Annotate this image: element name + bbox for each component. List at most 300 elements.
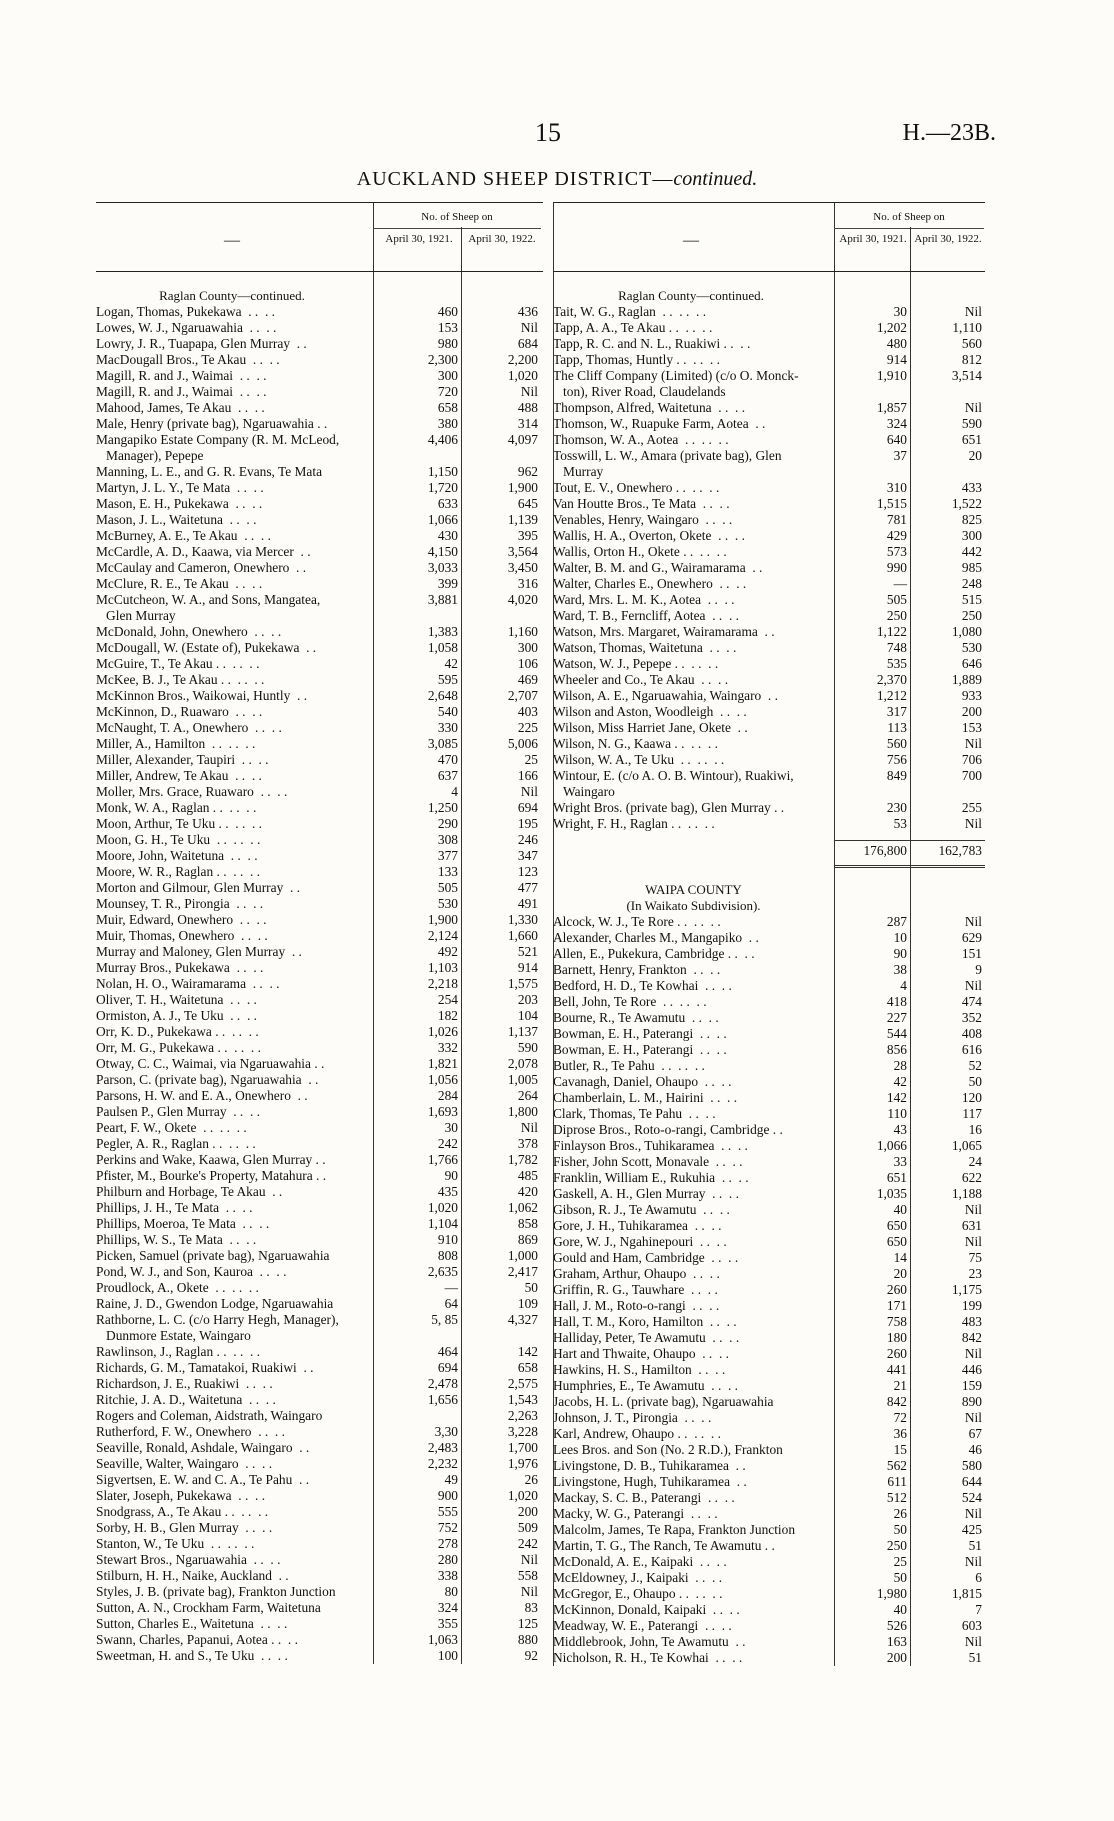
table-row: [96, 1008, 543, 1024]
count-1921: 914: [886, 352, 907, 367]
count-1922: 75: [968, 1250, 982, 1265]
count-1922: 4,327: [507, 1312, 538, 1327]
count-1922: 153: [961, 720, 982, 735]
count-1922: Nil: [520, 1552, 538, 1567]
entry-name: Phillips, Moeroa, Te Mata . . . .: [96, 1216, 270, 1231]
table-row: [553, 512, 985, 528]
page-heading: [0, 168, 1114, 191]
count-1921: 1,035: [876, 1186, 907, 1201]
count-1921: 535: [886, 656, 907, 671]
count-1922: 2,263: [507, 1408, 538, 1423]
count-1922: 485: [517, 1168, 538, 1183]
entry-name: Gibson, R. J., Te Awamutu . . . .: [553, 1202, 730, 1217]
table-row: [553, 1218, 985, 1234]
count-1921: 611: [887, 1474, 907, 1489]
count-1921: 324: [437, 1600, 458, 1615]
table-row: [96, 1536, 543, 1552]
entry-name: McCardle, A. D., Kaawa, via Mercer . .: [96, 544, 311, 559]
entry-name: Slater, Joseph, Pukekawa . . . .: [96, 1488, 266, 1503]
entry-name: Richardson, J. E., Ruakiwi . . . .: [96, 1376, 273, 1391]
entry-name: Tait, W. G., Raglan . . . . . .: [553, 304, 707, 319]
entry-name: Stilburn, H. H., Naike, Auckland . .: [96, 1568, 289, 1583]
entry-name: Barnett, Henry, Frankton . . . .: [553, 962, 721, 977]
table-row: [553, 1170, 985, 1186]
entry-name: Mounsey, T. R., Pirongia . . . .: [96, 896, 264, 911]
count-1922: 123: [517, 864, 538, 879]
count-1921: 756: [886, 752, 907, 767]
entry-name: Diprose Bros., Roto-o-rangi, Cambridge . .: [553, 1122, 783, 1137]
count-1922: 1,005: [507, 1072, 538, 1087]
table-row: [96, 464, 543, 480]
count-1922: 560: [961, 336, 982, 351]
table-row: [96, 432, 543, 464]
count-1922: 629: [961, 930, 982, 945]
count-1922: Nil: [964, 978, 982, 993]
count-1921: —: [893, 576, 907, 591]
count-1922: Nil: [520, 384, 538, 399]
count-1921: 180: [886, 1330, 907, 1345]
entry-name: Livingstone, D. B., Tuhikaramea . .: [553, 1458, 746, 1473]
count-1921: 2,232: [427, 1456, 458, 1471]
count-1922: 151: [961, 946, 982, 961]
count-1921: 1,066: [876, 1138, 907, 1153]
entry-name: Clark, Thomas, Te Pahu . . . .: [553, 1106, 716, 1121]
table-row: [96, 560, 543, 576]
header-1921: April 30, 1921.: [839, 233, 907, 245]
count-1921: 480: [886, 336, 907, 351]
table-row: [96, 304, 543, 320]
table-row: [553, 672, 985, 688]
entry-name: Lowry, J. R., Tuapapa, Glen Murray . .: [96, 336, 307, 351]
count-1922: Nil: [964, 400, 982, 415]
entry-name: Jacobs, H. L. (private bag), Ngaruawahia: [553, 1394, 774, 1409]
count-1921: 650: [886, 1234, 907, 1249]
count-1921: 429: [886, 528, 907, 543]
section-subheading: (In Waikato Subdivision).: [626, 898, 761, 913]
entry-name: Bedford, H. D., Te Kowhai . . . .: [553, 978, 732, 993]
count-1922: 524: [961, 1490, 982, 1505]
count-1921: 230: [886, 800, 907, 815]
table-row: [96, 1648, 543, 1664]
total-1921: 176,800: [863, 843, 907, 858]
count-1922: 195: [517, 816, 538, 831]
count-1921: 287: [886, 914, 907, 929]
count-1921: 781: [886, 512, 907, 527]
count-1922: Nil: [964, 1234, 982, 1249]
count-1922: 603: [961, 1618, 982, 1633]
table-row: [96, 576, 543, 592]
count-1921: 182: [437, 1008, 458, 1023]
count-1921: 540: [437, 704, 458, 719]
entry-name: Karl, Andrew, Ohaupo . . . . . .: [553, 1426, 721, 1441]
table-row: [96, 816, 543, 832]
count-1921: 338: [437, 1568, 458, 1583]
entry-name: Moller, Mrs. Grace, Ruawaro . . . .: [96, 784, 288, 799]
entry-name: Moon, Arthur, Te Uku . . . . . .: [96, 816, 263, 831]
count-1921: 377: [437, 848, 458, 863]
count-1922: 869: [517, 1232, 538, 1247]
table-row: [96, 704, 543, 720]
entry-name: Thomson, W. A., Aotea . . . . . .: [553, 432, 729, 447]
entry-name: Mason, J. L., Waitetuna . . . .: [96, 512, 257, 527]
count-1921: 1,821: [427, 1056, 458, 1071]
count-1921: 808: [437, 1248, 458, 1263]
count-1922: 2,707: [507, 688, 538, 703]
heading-continued: continued.: [673, 168, 758, 190]
entry-name: Wright, F. H., Raglan . . . . . .: [553, 816, 715, 831]
table-row: [96, 1088, 543, 1104]
count-1922: Nil: [964, 816, 982, 831]
entry-name: Meadway, W. E., Paterangi . . . .: [553, 1618, 732, 1633]
count-1922: Nil: [520, 1584, 538, 1599]
table-row: [96, 752, 543, 768]
table-row: [553, 496, 985, 512]
table-row: [553, 1506, 985, 1522]
count-1921: 752: [437, 1520, 458, 1535]
entry-name: Tout, E. V., Onewhero . . . . . .: [553, 480, 720, 495]
table-row: [553, 704, 985, 720]
entry-name: Ormiston, A. J., Te Uku . . . .: [96, 1008, 257, 1023]
count-1922: 264: [517, 1088, 538, 1103]
table-row: [96, 720, 543, 736]
count-1922: 159: [961, 1378, 982, 1393]
entry-name: Wright Bros. (private bag), Glen Murray . .: [553, 800, 785, 815]
count-1921: 990: [886, 560, 907, 575]
entry-name: Sutton, A. N., Crockham Farm, Waitetuna: [96, 1600, 321, 1615]
count-1921: 2,300: [427, 352, 458, 367]
table-row: [96, 1376, 543, 1392]
count-1922: 644: [961, 1474, 982, 1489]
table-row: [96, 1568, 543, 1584]
count-1922: 2,417: [507, 1264, 538, 1279]
count-1921: 90: [893, 946, 907, 961]
entry-name: Perkins and Wake, Kaawa, Glen Murray . .: [96, 1152, 326, 1167]
table-row: [96, 1456, 543, 1472]
count-1921: 418: [886, 994, 907, 1009]
count-1921: 435: [437, 1184, 458, 1199]
count-1922: 1,160: [507, 624, 538, 639]
table-row: [553, 544, 985, 560]
count-1922: 67: [968, 1426, 982, 1441]
table-row: [553, 1266, 985, 1282]
table-row: [96, 1616, 543, 1632]
count-1921: 5, 85: [431, 1312, 458, 1327]
entry-name: Nolan, H. O., Wairamarama . . . .: [96, 976, 280, 991]
table-row: [553, 576, 985, 592]
table-row: [553, 978, 985, 994]
entry-name: Manning, L. E., and G. R. Evans, Te Mata: [96, 464, 323, 479]
count-1921: 14: [893, 1250, 907, 1265]
entry-name: Tosswill, L. W., Amara (private bag), Glen Murray: [553, 448, 782, 479]
entry-name: Nicholson, R. H., Te Kowhai . . . .: [553, 1650, 743, 1665]
table-row: [96, 1392, 543, 1408]
count-1922: 403: [517, 704, 538, 719]
entry-name: Miller, A., Hamilton . . . . . .: [96, 736, 256, 751]
entry-name: Watson, Mrs. Margaret, Wairamarama . .: [553, 624, 775, 639]
count-1922: 3,514: [951, 368, 982, 383]
count-1922: 1,330: [507, 912, 538, 927]
count-1922: 1,065: [951, 1138, 982, 1153]
count-1921: 250: [886, 1538, 907, 1553]
count-1921: 640: [886, 432, 907, 447]
count-1921: 72: [893, 1410, 907, 1425]
count-1922: 3,228: [507, 1424, 538, 1439]
table-row: [96, 688, 543, 704]
table-row: [96, 1312, 543, 1344]
entry-name: Chamberlain, L. M., Hairini . . . .: [553, 1090, 738, 1105]
count-1921: 3,033: [427, 560, 458, 575]
count-1922: 242: [517, 1536, 538, 1551]
count-1921: 720: [437, 384, 458, 399]
count-1922: 1,889: [951, 672, 982, 687]
count-1922: 1,575: [507, 976, 538, 991]
county-total-row: [553, 841, 985, 859]
entry-name: Ward, Mrs. L. M. K., Aotea . . . .: [553, 592, 735, 607]
entry-name: Proudlock, A., Okete . . . . . .: [96, 1280, 259, 1295]
count-1921: 284: [437, 1088, 458, 1103]
count-1921: 42: [444, 656, 458, 671]
count-1921: 2,478: [427, 1376, 458, 1391]
table-row: [96, 1584, 543, 1600]
entry-name: Picken, Samuel (private bag), Ngaruawahia: [96, 1248, 330, 1263]
table-row: [553, 560, 985, 576]
count-1922: 2,200: [507, 352, 538, 367]
entry-name: Wilson, N. G., Kaawa . . . . . .: [553, 736, 718, 751]
count-1922: 580: [961, 1458, 982, 1473]
entry-name: Phillips, J. H., Te Mata . . . .: [96, 1200, 253, 1215]
count-1921: 637: [437, 768, 458, 783]
count-1921: 399: [437, 576, 458, 591]
count-1922: 1,080: [951, 624, 982, 639]
table-row: [553, 816, 985, 832]
count-1921: 658: [437, 400, 458, 415]
table-row: [553, 1602, 985, 1618]
count-1922: Nil: [964, 914, 982, 929]
count-1921: 10: [893, 930, 907, 945]
count-1921: 1,900: [427, 912, 458, 927]
name-column-header: —: [224, 232, 240, 249]
table-row: [96, 1488, 543, 1504]
count-1921: 324: [886, 416, 907, 431]
count-1922: 26: [524, 1472, 538, 1487]
count-1922: 825: [961, 512, 982, 527]
entry-name: Van Houtte Bros., Te Mata . . . .: [553, 496, 730, 511]
count-1922: 200: [517, 1504, 538, 1519]
count-1921: 560: [886, 736, 907, 751]
count-1921: 64: [444, 1296, 458, 1311]
count-1922: 1,700: [507, 1440, 538, 1455]
table-row: [553, 400, 985, 416]
entry-name: Thompson, Alfred, Waitetuna . . . .: [553, 400, 746, 415]
count-1922: 51: [968, 1538, 982, 1553]
entry-name: McKinnon, D., Ruawaro . . . .: [96, 704, 263, 719]
count-1921: 900: [437, 1488, 458, 1503]
entry-name: Philburn and Horbage, Te Akau . .: [96, 1184, 283, 1199]
count-1921: 26: [893, 1506, 907, 1521]
count-1922: 104: [517, 1008, 538, 1023]
section-heading: WAIPA COUNTY: [645, 882, 742, 897]
count-1922: 246: [517, 832, 538, 847]
entry-name: Orr, M. G., Pukekawa . . . . . .: [96, 1040, 261, 1055]
table-row: [96, 352, 543, 368]
count-1921: 2,648: [427, 688, 458, 703]
count-1921: 544: [886, 1026, 907, 1041]
count-1921: 90: [444, 1168, 458, 1183]
left-table-body: [96, 272, 543, 1664]
header-1922: April 30, 1922.: [914, 233, 982, 245]
entry-name: Lees Bros. and Son (No. 2 R.D.), Frankton: [553, 1442, 783, 1457]
count-1921: 250: [886, 608, 907, 623]
table-row: [96, 960, 543, 976]
count-1921: 50: [893, 1522, 907, 1537]
count-1922: 1,020: [507, 1488, 538, 1503]
table-row: [96, 544, 543, 560]
table-row: [96, 1152, 543, 1168]
entry-name: Wilson, Miss Harriet Jane, Okete . .: [553, 720, 748, 735]
entry-name: Halliday, Peter, Te Awamutu . . . .: [553, 1330, 740, 1345]
entry-name: Bourne, R., Te Awamutu . . . .: [553, 1010, 719, 1025]
count-1922: 590: [517, 1040, 538, 1055]
table-row: [553, 352, 985, 368]
count-1922: 442: [961, 544, 982, 559]
count-1921: 3,085: [427, 736, 458, 751]
entry-name: Malcolm, James, Te Rapa, Frankton Junction: [553, 1522, 796, 1537]
count-1921: 1,766: [427, 1152, 458, 1167]
table-row: [96, 976, 543, 992]
entry-name: Sweetman, H. and S., Te Uku . . . .: [96, 1648, 288, 1663]
table-row: [553, 1010, 985, 1026]
table-row: [553, 930, 985, 946]
table-row: [96, 640, 543, 656]
table-row: [553, 528, 985, 544]
entry-name: Logan, Thomas, Pukekawa . . . .: [96, 304, 276, 319]
entry-name: Pond, W. J., and Son, Kauroa . . . .: [96, 1264, 287, 1279]
entry-name: Moon, G. H., Te Uku . . . . . .: [96, 832, 261, 847]
count-1921: 842: [886, 1394, 907, 1409]
entry-name: Walter, B. M. and G., Wairamarama . .: [553, 560, 763, 575]
count-1921: 36: [893, 1426, 907, 1441]
entry-name: Martin, T. G., The Ranch, Te Awamutu . .: [553, 1538, 775, 1553]
entry-name: Alexander, Charles M., Mangapiko . .: [553, 930, 759, 945]
heading-title: AUCKLAND SHEEP DISTRICT—: [356, 168, 674, 190]
entry-name: Johnson, J. T., Pirongia . . . .: [553, 1410, 712, 1425]
entry-name: Alcock, W. J., Te Rore . . . . . .: [553, 914, 721, 929]
count-1922: 9: [975, 962, 982, 977]
count-1921: 300: [437, 368, 458, 383]
table-row: [96, 320, 543, 336]
table-row: [96, 1520, 543, 1536]
table-row: [553, 1378, 985, 1394]
entry-name: Ritchie, J. A. D., Waitetuna . . . .: [96, 1392, 276, 1407]
count-1921: 849: [886, 768, 907, 783]
entry-name: Murray Bros., Pukekawa . . . .: [96, 960, 264, 975]
count-1921: 1,910: [876, 368, 907, 383]
count-1921: 42: [893, 1074, 907, 1089]
count-1922: 52: [968, 1058, 982, 1073]
header-1922: April 30, 1922.: [468, 233, 536, 245]
total-1922: 162,783: [938, 843, 982, 858]
count-1921: 1,122: [876, 624, 907, 639]
table-row: [553, 1522, 985, 1538]
count-1922: 120: [961, 1090, 982, 1105]
count-1922: 914: [517, 960, 538, 975]
entry-name: Orr, K. D., Pukekawa . . . . . .: [96, 1024, 259, 1039]
count-1922: 684: [517, 336, 538, 351]
table-row: [553, 1570, 985, 1586]
count-1921: 650: [886, 1218, 907, 1233]
entry-name: Paulsen P., Glen Murray . . . .: [96, 1104, 261, 1119]
table-row: [96, 1136, 543, 1152]
entry-name: Wilson, W. A., Te Uku . . . . . .: [553, 752, 725, 767]
table-row: [96, 944, 543, 960]
count-1922: 474: [961, 994, 982, 1009]
table-row: [96, 1264, 543, 1280]
count-1922: 24: [968, 1154, 982, 1169]
table-row: [553, 1490, 985, 1506]
entry-name: Allen, E., Pukekura, Cambridge . . . .: [553, 946, 755, 961]
table-row: [553, 1106, 985, 1122]
count-1922: 491: [517, 896, 538, 911]
table-row: [553, 608, 985, 624]
count-1922: 4,020: [507, 592, 538, 607]
table-row: [553, 1138, 985, 1154]
table-row: [96, 1072, 543, 1088]
entry-name: Thomson, W., Ruapuke Farm, Aotea . .: [553, 416, 766, 431]
entry-name: Peart, F. W., Okete . . . . . .: [96, 1120, 247, 1135]
entry-name: Seaville, Ronald, Ashdale, Waingaro . .: [96, 1440, 310, 1455]
entry-name: Rathborne, L. C. (c/o Harry Hegh, Manager), Dunmore Estate, Waingaro: [96, 1312, 339, 1343]
entry-name: Magill, R. and J., Waimai . . . .: [96, 384, 267, 399]
sheep-count-group-header: No. of Sheep on: [834, 209, 984, 229]
table-row: [96, 800, 543, 816]
table-row: [96, 1024, 543, 1040]
entry-name: Parson, C. (private bag), Ngaruawahia . .: [96, 1072, 319, 1087]
count-1921: 2,370: [876, 672, 907, 687]
entry-name: Middlebrook, John, Te Awamutu . .: [553, 1634, 746, 1649]
entry-name: Gore, J. H., Tuhikaramea . . . .: [553, 1218, 722, 1233]
section-heading: Raglan County—continued.: [159, 288, 305, 303]
count-1921: 1,150: [427, 464, 458, 479]
entry-name: McKee, B. J., Te Akau . . . . . .: [96, 672, 265, 687]
table-row: [96, 528, 543, 544]
table-row: [553, 768, 985, 800]
table-row: [96, 496, 543, 512]
count-1922: 316: [517, 576, 538, 591]
count-1922: Nil: [964, 1634, 982, 1649]
table-row: [96, 480, 543, 496]
entry-name: Raine, J. D., Gwendon Lodge, Ngaruawahia: [96, 1296, 334, 1311]
count-1922: 469: [517, 672, 538, 687]
entry-name: Wheeler and Co., Te Akau . . . .: [553, 672, 729, 687]
count-1921: 50: [893, 1570, 907, 1585]
entry-name: Butler, R., Te Pahu . . . . . .: [553, 1058, 705, 1073]
count-1921: 1,857: [876, 400, 907, 415]
count-1922: 616: [961, 1042, 982, 1057]
count-1922: 1,062: [507, 1200, 538, 1215]
count-1921: 4,406: [427, 432, 458, 447]
count-1922: 314: [517, 416, 538, 431]
table-row: [96, 1104, 543, 1120]
table-row: [553, 624, 985, 640]
count-1922: 1,543: [507, 1392, 538, 1407]
entry-name: Pfister, M., Bourke's Property, Matahura . .: [96, 1168, 327, 1183]
table-row: [553, 432, 985, 448]
count-1922: 92: [524, 1648, 538, 1663]
table-row: [553, 1442, 985, 1458]
count-1921: 2,483: [427, 1440, 458, 1455]
count-1922: 646: [961, 656, 982, 671]
entry-name: McNaught, T. A., Onewhero . . . .: [96, 720, 282, 735]
